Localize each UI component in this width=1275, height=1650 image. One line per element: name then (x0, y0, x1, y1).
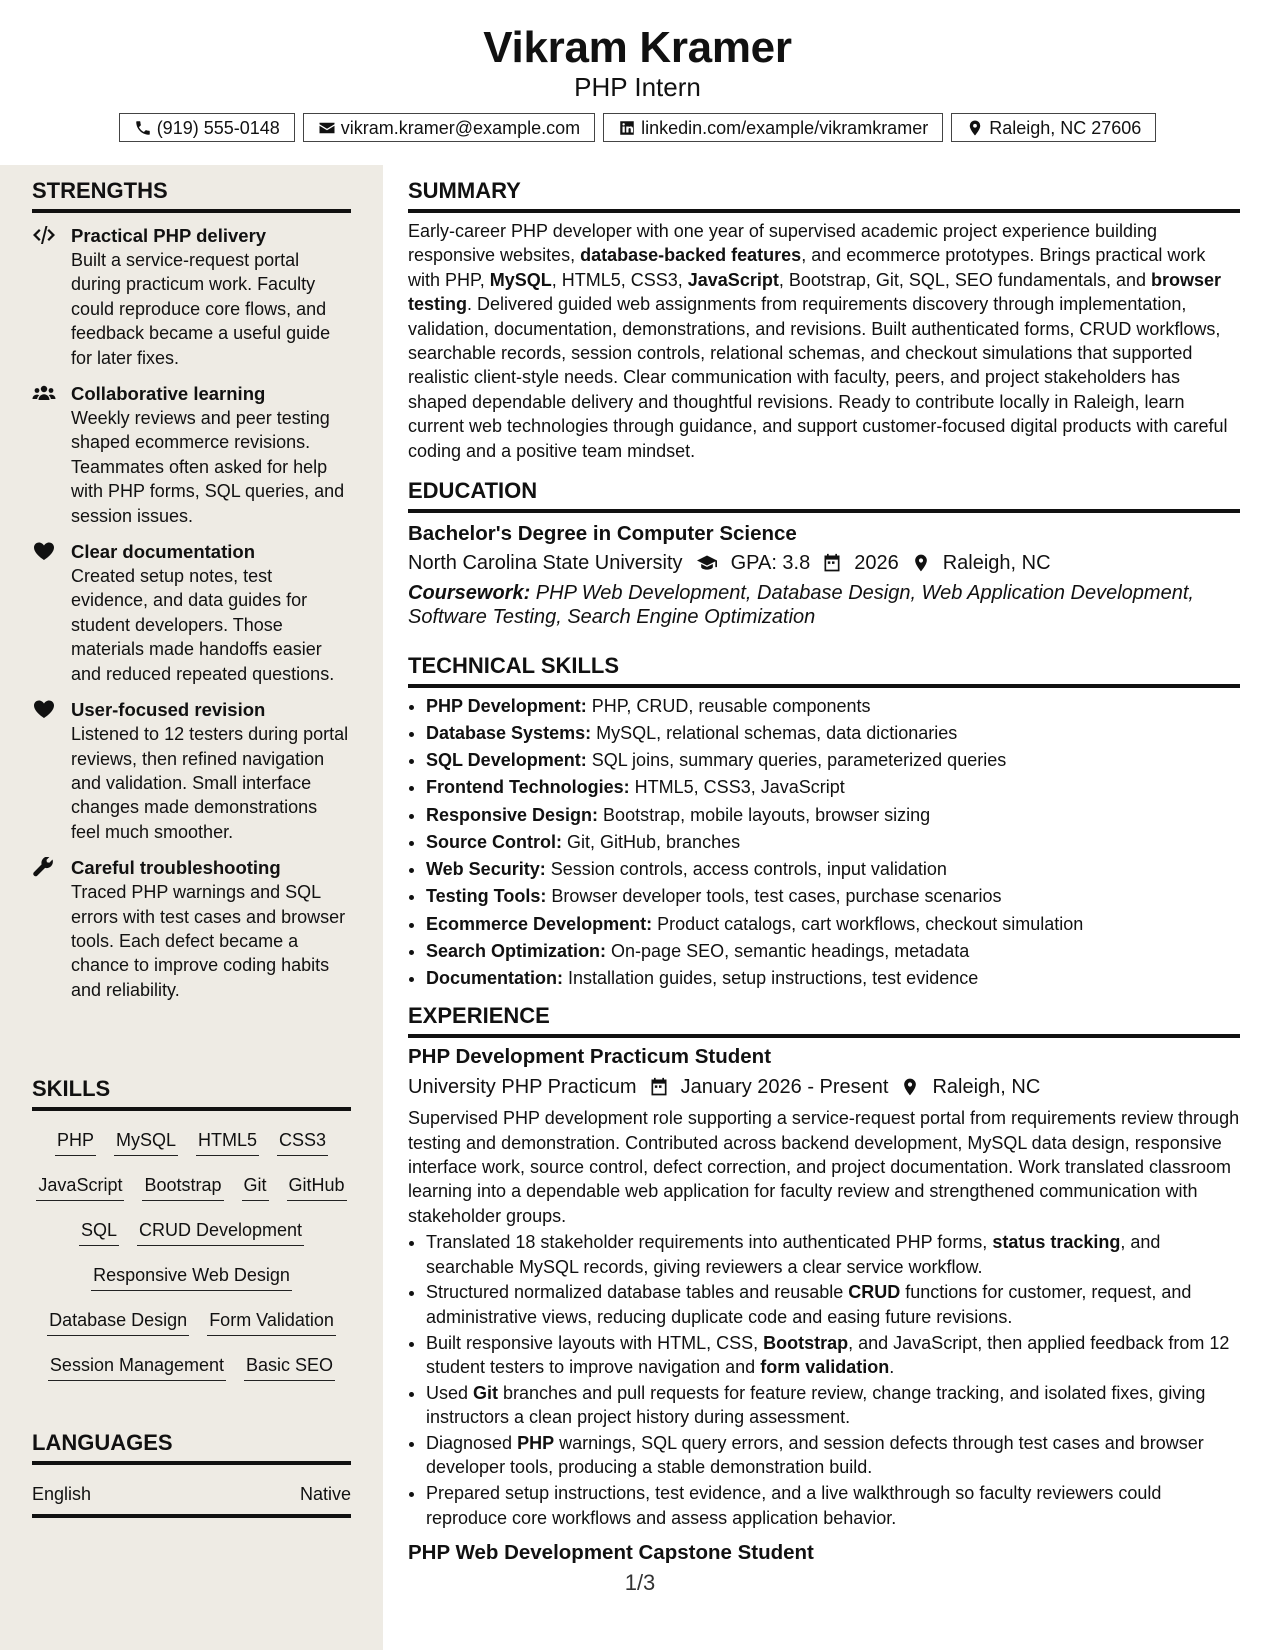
language-name: English (32, 1484, 92, 1504)
sidebar (0, 165, 383, 1650)
job-bullet (426, 1280, 1240, 1329)
technical-skill-label: Source Control: (426, 831, 563, 852)
contact-text: (919) 555-0148 (156, 117, 280, 138)
job-meta (408, 1074, 1240, 1100)
map-pin-icon (966, 119, 984, 137)
technical-skills-list (408, 693, 1240, 992)
language-row (32, 1482, 351, 1518)
skill-tags (32, 1128, 351, 1398)
skill-tag: CSS3 (277, 1128, 328, 1156)
bullet-emphasis: status tracking (992, 1232, 1121, 1253)
page-number: 1/3 (624, 1570, 656, 1595)
technical-skill-value: Git, GitHub, branches (562, 831, 741, 852)
contact-text: Raleigh, NC 27606 (989, 117, 1142, 138)
graduation-year: 2026 (854, 552, 899, 575)
technical-skill-label: Search Optimization: (426, 940, 607, 961)
bullet-fragment: Built responsive layouts with HTML, CSS, (426, 1332, 764, 1353)
bullet-fragment: Diagnosed (426, 1432, 518, 1453)
skill-tag: MySQL (114, 1128, 178, 1156)
strength-desc: Weekly reviews and peer testing shaped ecommerce revisions. Teammates often asked for help with PHP forms, SQL queries, and session issues. (71, 408, 345, 526)
job-bullet (426, 1431, 1240, 1480)
skill-tag: GitHub (287, 1173, 347, 1201)
wrench-icon (32, 857, 56, 877)
skill-tag: PHP (55, 1128, 96, 1156)
technical-skill-label: SQL Development: (426, 750, 587, 771)
skill-tag: HTML5 (196, 1128, 259, 1156)
technical-skill-value: Installation guides, setup instructions, test evidence (563, 967, 979, 988)
technical-skill-label: Testing Tools: (426, 886, 547, 907)
technical-skill-label: Web Security: (426, 859, 546, 880)
strength-title: Clear documentation (71, 541, 255, 563)
technical-skill-label: Ecommerce Development: (426, 913, 653, 934)
technical-skill-label: Documentation: (426, 967, 563, 988)
summary-emphasis: MySQL (489, 269, 552, 290)
contact-bar (0, 113, 1275, 142)
strength-item (32, 382, 351, 528)
skill-tag: JavaScript (36, 1173, 124, 1201)
job-dates: January 2026 - Present (680, 1076, 889, 1099)
technical-skill-item (426, 747, 1240, 774)
map-pin-icon (900, 1077, 920, 1097)
job-bullet (426, 1230, 1240, 1279)
technical-skill-item (426, 965, 1240, 992)
job-bullet (426, 1481, 1240, 1530)
skill-tag: Responsive Web Design (91, 1263, 292, 1291)
technical-skill-item (426, 720, 1240, 747)
phone-icon (134, 119, 152, 137)
technical-skill-value: Browser developer tools, test cases, purchase scenarios (546, 886, 1002, 907)
strength-item (32, 856, 351, 1002)
languages-title: LANGUAGES (32, 1429, 351, 1465)
summary-emphasis: JavaScript (687, 269, 779, 290)
education-meta (408, 550, 1240, 576)
skill-row (32, 1173, 351, 1218)
technical-skill-item (426, 829, 1240, 856)
skill-row (32, 1308, 351, 1353)
gpa: GPA: 3.8 (730, 552, 811, 575)
strength-desc: Created setup notes, test evidence, and data guides for student developers. Those materials made handoffs easier and reduced repeated questions. (71, 566, 335, 684)
job-title: PHP Development Practicum Student (408, 1045, 772, 1069)
candidate-title: PHP Intern (574, 72, 701, 102)
technical-skill-item (426, 938, 1240, 965)
strength-desc: Listened to 12 testers during portal reviews, then refined navigation and validation. Small interface changes made demonstrations feel much smoother. (71, 724, 349, 842)
technical-skills-title: TECHNICAL SKILLS (408, 652, 1240, 688)
bullet-fragment: Structured normalized database tables and reusable (426, 1282, 849, 1303)
bullet-emphasis: CRUD (848, 1282, 901, 1303)
job-bullets (408, 1230, 1240, 1530)
bullet-emphasis: form validation (760, 1356, 890, 1377)
technical-skill-item (426, 911, 1240, 938)
bullet-fragment: branches and pull requests for feature review, change tracking, and isolated fixes, giving instructors a clean project history during assessment. (426, 1382, 1206, 1428)
technical-skill-item (426, 856, 1240, 883)
summary-fragment: . Delivered guided web assignments from requirements discovery through implementation, validation, documentation, demonstrations, and revisions. Built authenticated forms, CRUD workflows, searchable records, session controls, relational schemas, and checkout simulations that supported realistic client-style needs. Clear communication with faculty, peers, and project stakeholders has shaped dependable delivery and thoughtful revisions. Ready to contribute locally in Raleigh, learn current web technologies through guidance, and support customer-focused digital products with careful coding and a positive team mindset. (408, 294, 1228, 461)
skills-section (32, 1075, 351, 1398)
summary-fragment: , HTML5, CSS3, (551, 269, 688, 290)
strength-item (32, 224, 351, 370)
summary-fragment: , and ecommerce prototypes. Brings practical work with PHP, (408, 245, 1206, 290)
coursework-list: PHP Web Development, Database Design, Web Application Development, Software Testing, Search Engine Optimization (408, 582, 1194, 629)
bullet-fragment: Used (426, 1382, 474, 1403)
contact-email[interactable] (303, 113, 595, 142)
skill-tag: Basic SEO (244, 1353, 335, 1381)
job2-title: PHP Web Development Capstone Student (408, 1540, 814, 1564)
skill-tag: SQL (79, 1218, 119, 1246)
contact-location[interactable] (951, 113, 1156, 142)
degree-title: Bachelor's Degree in Computer Science (408, 522, 797, 546)
skill-tag: Bootstrap (142, 1173, 223, 1201)
contact-linkedin[interactable] (603, 113, 943, 142)
calendar-icon (649, 1077, 669, 1097)
technical-skill-label: Frontend Technologies: (426, 777, 630, 798)
technical-skill-item (426, 693, 1240, 720)
education-title: EDUCATION (408, 477, 1240, 513)
calendar-icon (822, 553, 842, 573)
bullet-fragment: functions for customer, request, and administrative views, reducing duplicate code and easing future revisions. (426, 1282, 1192, 1327)
bullet-emphasis: PHP (517, 1432, 555, 1453)
strength-title: Careful troubleshooting (71, 857, 281, 879)
skill-tag: CRUD Development (137, 1218, 304, 1246)
school-name: North Carolina State University (408, 552, 683, 575)
graduation-cap-icon (695, 553, 719, 573)
summary-fragment: Early-career PHP developer with one year of supervised academic project experience building responsive websites, (408, 221, 1158, 266)
technical-skill-value: PHP, CRUD, reusable components (586, 695, 871, 716)
job-bullet (426, 1381, 1240, 1430)
bullet-emphasis: Bootstrap (763, 1332, 849, 1353)
strength-item (32, 540, 351, 686)
strength-item (32, 698, 351, 844)
bullet-fragment: warnings, SQL query errors, and session defects through test cases and browser developer tools, producing a stable demonstration build. (426, 1432, 1204, 1478)
language-level: Native (299, 1484, 351, 1504)
contact-text: vikram.kramer@example.com (340, 117, 581, 138)
technical-skill-item (426, 802, 1240, 829)
bullet-fragment: , and JavaScript, then applied feedback from 12 student testers to improve navigation and (426, 1332, 1230, 1377)
technical-skill-label: PHP Development: (426, 695, 587, 716)
technical-skill-value: Session controls, access controls, input validation (545, 859, 947, 880)
skill-tag: Git (242, 1173, 269, 1201)
bullet-fragment: . (889, 1356, 895, 1377)
strength-desc: Built a service-request portal during practicum work. Faculty could reproduce core flows, and feedback became a useful guide for later fixes. (71, 250, 331, 368)
job-summary: Supervised PHP development role supporting a service-request portal from requirements review through testing and demonstration. Contributed across backend development, MySQL data design, responsive interface work, source control, defect correction, and project documentation. Work translated classroom learning into a dependable web application for faculty review and strengthened communication with stakeholder groups. (408, 1108, 1240, 1226)
school-location: Raleigh, NC (942, 552, 1051, 575)
technical-skill-value: HTML5, CSS3, JavaScript (629, 777, 845, 798)
technical-skill-value: On-page SEO, semantic headings, metadata (606, 940, 970, 961)
coursework-label: Coursework: (408, 582, 531, 605)
bullet-fragment: , and searchable MySQL records, giving reviewers a clear service workflow. (426, 1232, 1161, 1277)
envelope-icon (318, 119, 336, 137)
users-icon (32, 383, 56, 403)
job-bullet (426, 1331, 1240, 1380)
resume-header (0, 0, 1275, 160)
job-org: University PHP Practicum (408, 1076, 637, 1099)
skill-tag: Session Management (48, 1353, 226, 1381)
summary-title: SUMMARY (408, 177, 1240, 213)
strength-title: User-focused revision (71, 699, 266, 721)
candidate-name: Vikram Kramer (483, 23, 792, 72)
bullet-emphasis: Git (473, 1382, 499, 1403)
skill-row (32, 1128, 351, 1173)
strengths-section (32, 177, 351, 1002)
summary-fragment: , Bootstrap, Git, SQL, SEO fundamentals, and (778, 269, 1152, 290)
skill-tag: Form Validation (207, 1308, 336, 1336)
summary-text (408, 219, 1240, 463)
technical-skill-value: Product catalogs, cart workflows, checkout simulation (652, 913, 1084, 934)
main-column (408, 165, 1240, 1566)
linkedin-icon (618, 119, 636, 137)
map-pin-icon (911, 553, 931, 573)
summary-emphasis: browser testing (408, 269, 1222, 315)
skill-row (32, 1218, 351, 1263)
skill-tag: Database Design (47, 1308, 189, 1336)
skill-row (32, 1353, 351, 1398)
strength-title: Practical PHP delivery (71, 225, 267, 246)
coursework (408, 581, 1240, 630)
bullet-fragment: Prepared setup instructions, test evidence, and a live walkthrough so faculty reviewers could reproduce core workflows and assess application behavior. (426, 1483, 1162, 1528)
skills-title: SKILLS (32, 1075, 351, 1111)
languages-section (32, 1429, 351, 1518)
technical-skill-label: Responsive Design: (426, 804, 599, 825)
strengths-title: STRENGTHS (32, 177, 351, 213)
bullet-fragment: Translated 18 stakeholder requirements into authenticated PHP forms, (426, 1232, 993, 1253)
code-icon (32, 225, 56, 245)
summary-emphasis: database-backed features (580, 245, 802, 266)
technical-skill-value: MySQL, relational schemas, data dictionaries (591, 723, 958, 744)
heart-icon (32, 699, 56, 719)
technical-skill-value: Bootstrap, mobile layouts, browser sizing (598, 804, 931, 825)
technical-skill-item (426, 883, 1240, 910)
contact-phone[interactable] (119, 113, 295, 142)
skill-row (32, 1263, 351, 1308)
heart-icon (32, 541, 56, 561)
technical-skill-item (426, 774, 1240, 801)
contact-text: linkedin.com/example/vikramkramer (641, 117, 929, 138)
strength-desc: Traced PHP warnings and SQL errors with test cases and browser tools. Each defect became a chance to improve coding habits and reliability. (71, 882, 346, 1000)
technical-skill-value: SQL joins, summary queries, parameterized queries (586, 750, 1007, 771)
job-location: Raleigh, NC (932, 1076, 1041, 1099)
technical-skill-label: Database Systems: (426, 723, 592, 744)
experience-title: EXPERIENCE (408, 1002, 1240, 1038)
strength-title: Collaborative learning (71, 383, 266, 405)
